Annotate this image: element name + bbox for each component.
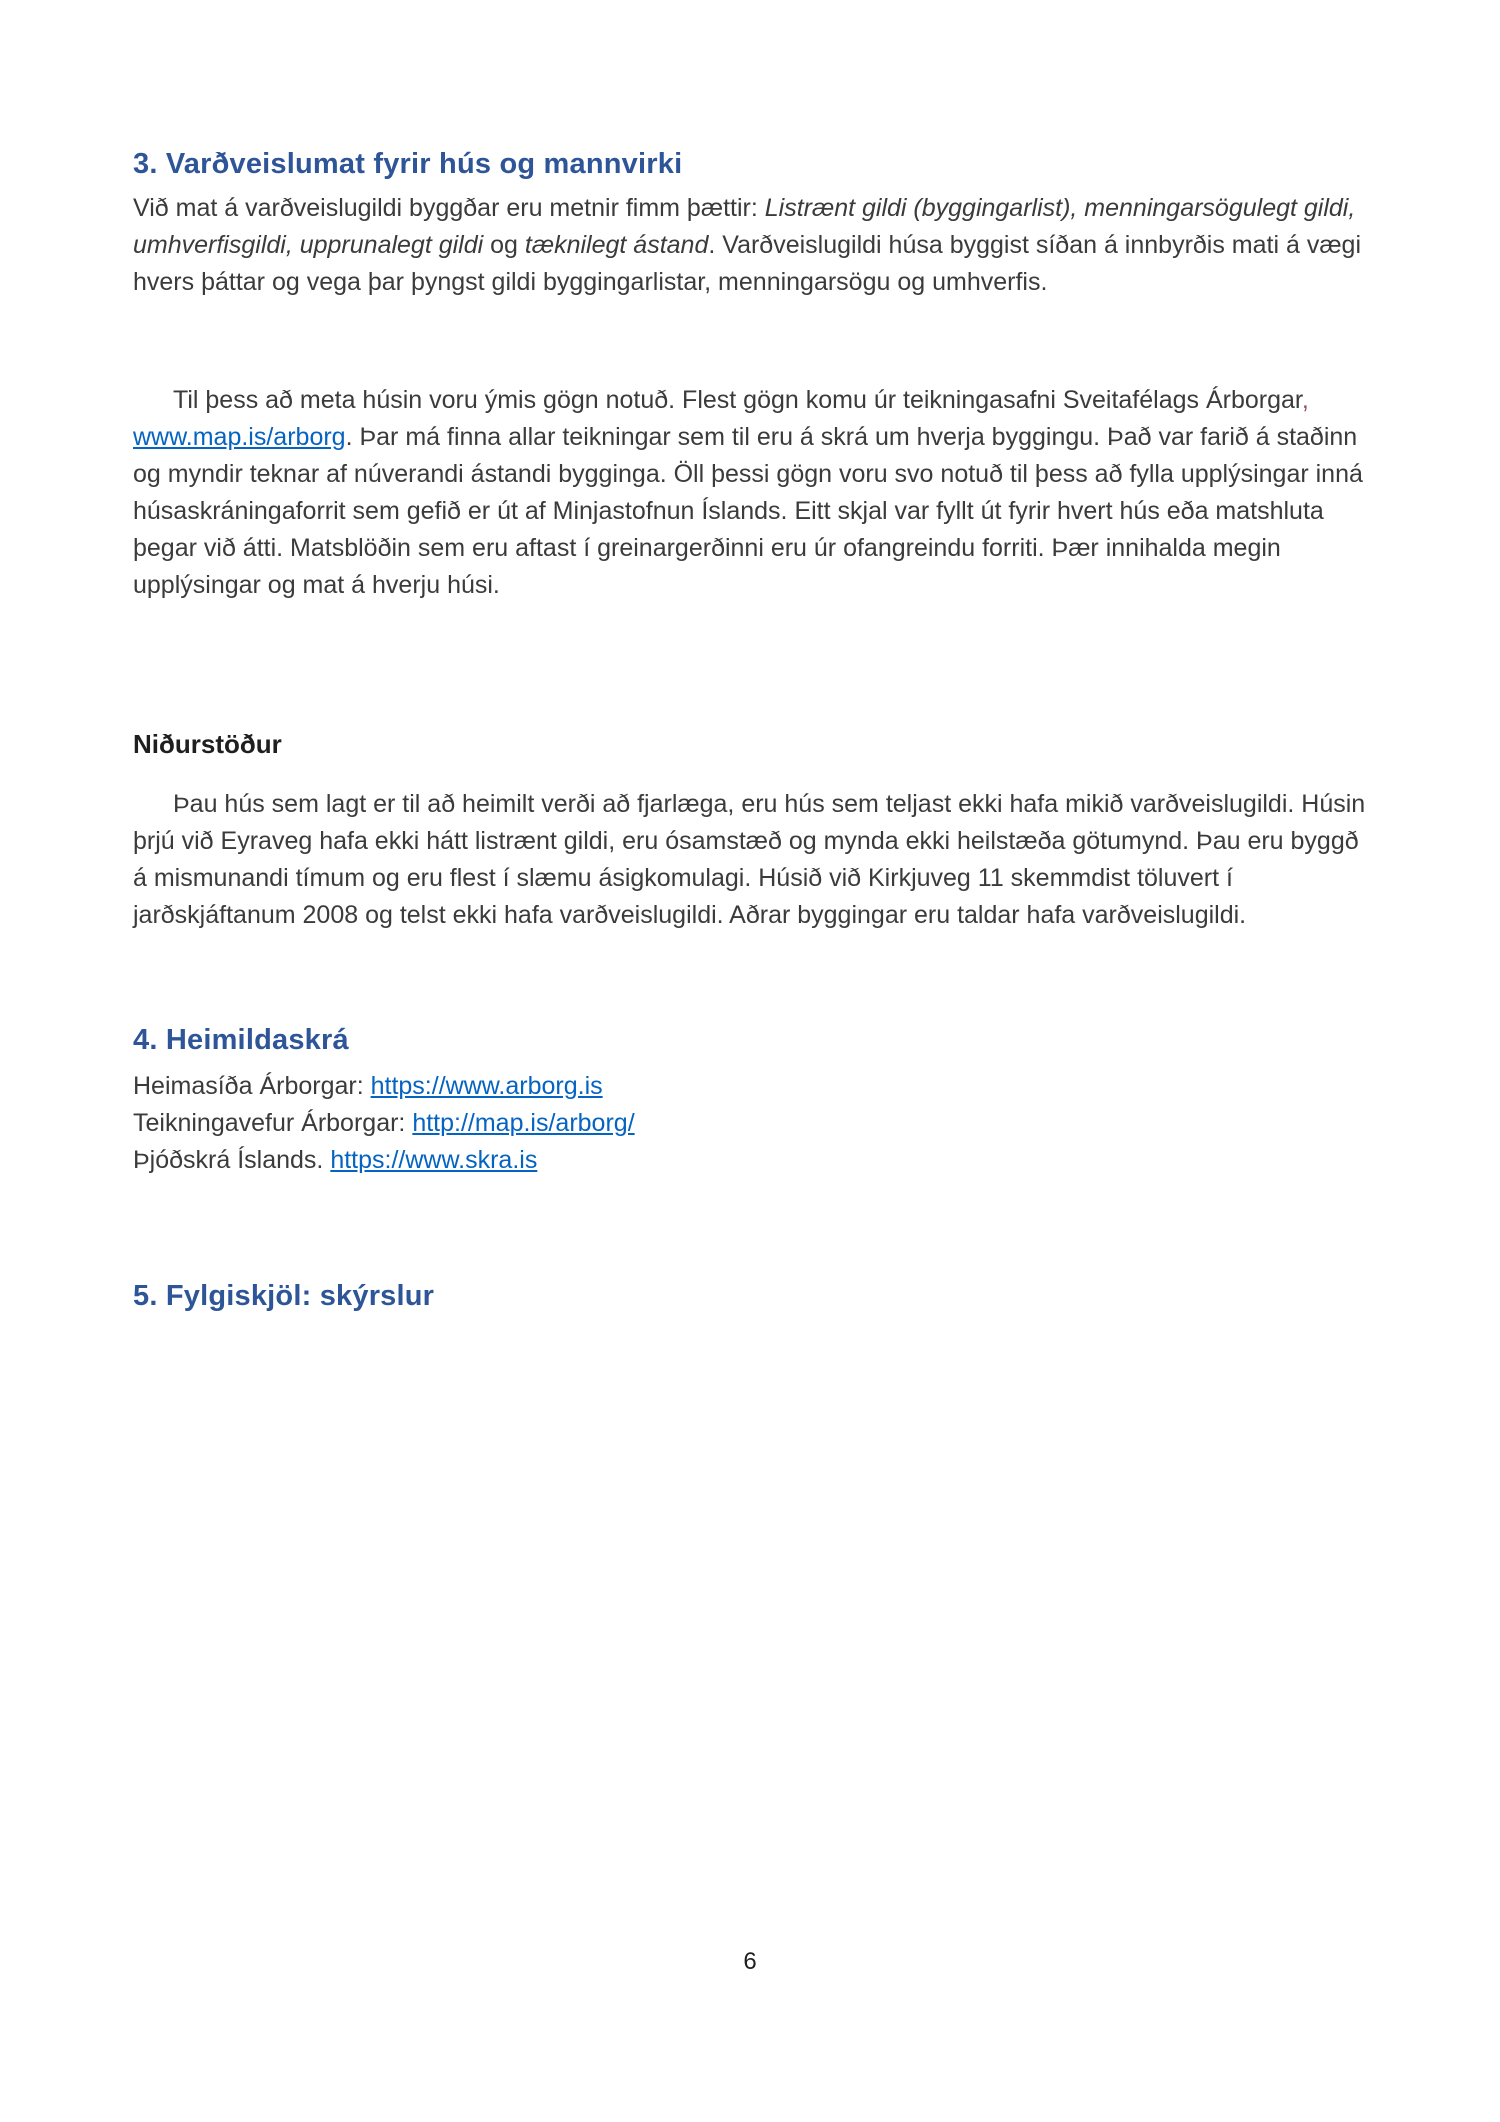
text-run: og (483, 231, 525, 259)
paragraph-results: Þau hús sem lagt er til að heimilt verði að fjarlæga, eru hús sem teljast ekki hafa mikið varðveislugildi. Húsin þrjú við Eyraveg hafa ekki hátt listrænt gildi, eru ósamstæð og mynda ekki heilstæða götumynd. Þau eru byggð á mismunandi tímum og eru flest í slæmu ásigkomulagi. Húsið við Kirkjuveg 11 skemmdist töluvert í jarðskjáftanum 2008 og telst ekki hafa varðveislugildi. Aðrar byggingar eru taldar hafa varðveislugildi. (133, 790, 1366, 929)
paragraph-data-sources (133, 382, 1369, 604)
reference-line-map (133, 1105, 1369, 1142)
reference-label: Teikningavefur Árborgar: (133, 1109, 413, 1137)
reference-label: Þjóðskrá Íslands. (133, 1146, 331, 1174)
reference-line-skra (133, 1142, 1369, 1179)
reference-link-skra[interactable]: https://www.skra.is (330, 1146, 538, 1174)
reference-link-arborg[interactable]: https://www.arborg.is (370, 1072, 603, 1100)
section-4-heading: 4. Heimildaskrá (133, 1024, 349, 1056)
page-number: 6 (743, 1948, 757, 1975)
text-run: , (1301, 386, 1309, 414)
text-run: . Þar má finna allar teikningar sem til eru á skrá um hverja byggingu. Það var farið á staðinn og myndir teknar af núverandi ástandi bygginga. Öll þessi gögn voru svo notuð til þess að fylla upplýsingar inná húsaskráningaforrit sem gefið er út af Minjastofnun Íslands. Eitt skjal var fyllt út fyrir hvert hús eða matshluta þegar við átti. Matsblöðin sem eru aftast í greinargerðinni eru úr ofangreindu forriti. Þær innihalda megin upplýsingar og mat á hverju húsi. (133, 423, 1363, 599)
text-run: tæknilegt ástand (524, 231, 709, 259)
inline-hyperlink[interactable]: www.map.is/arborg (133, 423, 346, 451)
reference-line-arborg (133, 1068, 1369, 1105)
paragraph-assessment-criteria (133, 190, 1369, 301)
results-subheading: Niðurstöður (133, 729, 282, 759)
section-3-heading: 3. Varðveislumat fyrir hús og mannvirki (133, 148, 683, 180)
text-run: Til þess að meta húsin voru ýmis gögn notuð. Flest gögn komu úr teikningasafni Sveitafélags Árborgar (173, 386, 1302, 414)
section-5-heading: 5. Fylgiskjöl: skýrslur (133, 1280, 435, 1312)
reference-link-map[interactable]: http://map.is/arborg/ (412, 1109, 635, 1137)
text-run: . Varðveislugildi húsa byggist síðan á innbyrðis mati á vægi hvers þáttar og vega þar þyngst gildi byggingarlistar, menningarsögu og umhverfis. (133, 231, 1362, 296)
text-run: Við mat á varðveislugildi byggðar eru metnir fimm þættir: (133, 194, 765, 222)
reference-label: Heimasíða Árborgar: (133, 1072, 371, 1100)
text-run: Listrænt gildi (byggingarlist), menningarsögulegt gildi, umhverfisgildi, upprunalegt gildi (133, 194, 1356, 259)
reference-list (133, 1068, 1369, 1179)
